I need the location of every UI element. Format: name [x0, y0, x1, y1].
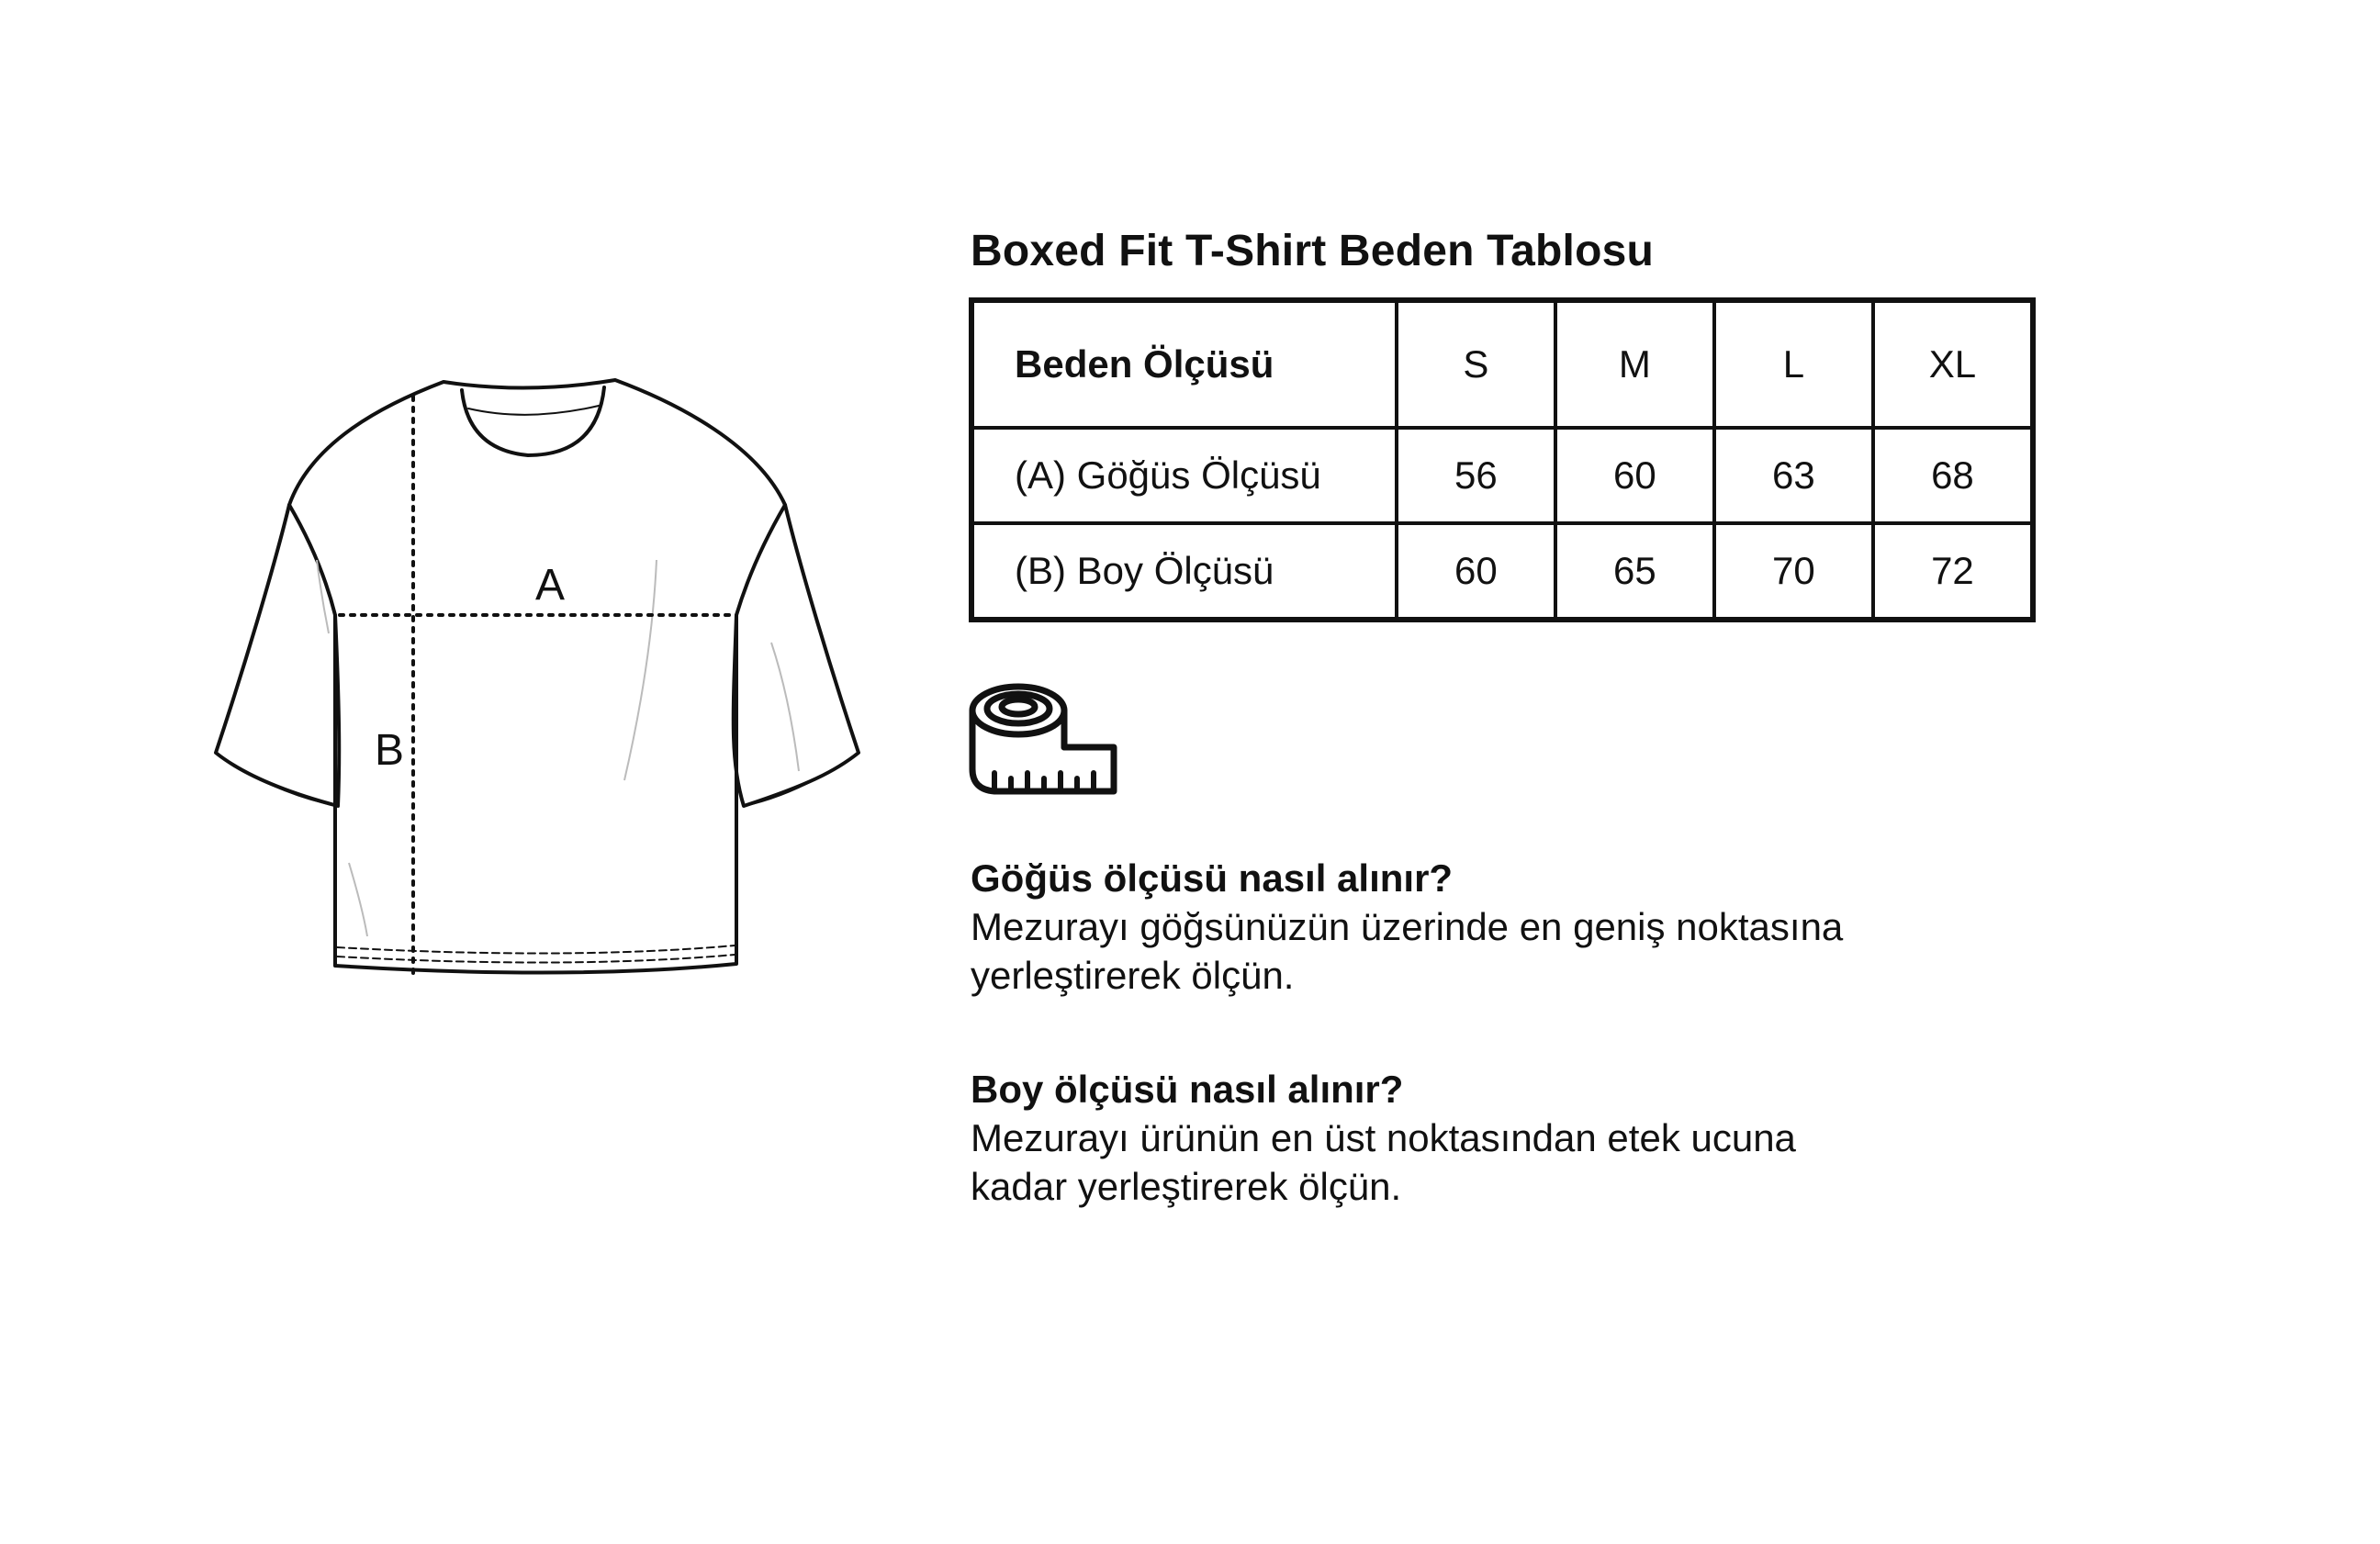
length-m-cell: 65	[1555, 523, 1714, 620]
size-xl-header: XL	[1873, 300, 2033, 428]
size-l-header: L	[1714, 300, 1873, 428]
measure-label-b: B	[375, 726, 405, 775]
chest-m-cell: 60	[1555, 428, 1714, 523]
row-label-length: (B) Boy Ölçüsü	[971, 523, 1397, 620]
shirt-body-outline	[216, 380, 859, 973]
right-cuff	[744, 755, 856, 806]
tshirt-diagram	[202, 367, 881, 1010]
fold-line-1	[624, 560, 657, 780]
page-title: Boxed Fit T-Shirt Beden Tablosu	[971, 227, 1655, 275]
size-m-header: M	[1555, 300, 1714, 428]
table-row	[971, 523, 2033, 620]
collar-inner	[462, 387, 604, 455]
collar-band	[468, 406, 599, 415]
chest-help-answer-line2: yerleştirerek ölçün.	[971, 954, 1295, 997]
hem-stitch-1	[337, 945, 735, 954]
chest-l-cell: 63	[1714, 428, 1873, 523]
size-s-header: S	[1397, 300, 1555, 428]
chest-xl-cell: 68	[1873, 428, 2033, 523]
table-row	[971, 428, 2033, 523]
fold-line-3	[349, 863, 367, 936]
row-label-chest: (A) Göğüs Ölçüsü	[971, 428, 1397, 523]
chest-help-question: Göğüs ölçüsü nasıl alınır?	[971, 856, 1454, 900]
length-help-answer-line1: Mezurayı ürünün en üst noktasından etek ucuna	[971, 1116, 1796, 1159]
length-s-cell: 60	[1397, 523, 1555, 620]
tshirt-outline-icon	[202, 367, 881, 1010]
length-l-cell: 70	[1714, 523, 1873, 620]
table-header-row	[971, 300, 2033, 428]
measuring-tape-icon	[967, 677, 1123, 806]
chest-s-cell: 56	[1397, 428, 1555, 523]
right-sleeve-seam	[736, 505, 785, 615]
length-help-answer-line2: kadar yerleştirerek ölçün.	[971, 1165, 1402, 1208]
measure-label-a: A	[535, 561, 566, 610]
length-help-question: Boy ölçüsü nasıl alınır?	[971, 1068, 1404, 1111]
size-table	[969, 297, 2036, 622]
header-label-cell: Beden Ölçüsü	[971, 300, 1397, 428]
chest-help-answer-line1: Mezurayı göğsünüzün üzerinde en geniş noktasına	[971, 905, 1844, 948]
chest-help	[971, 854, 1981, 1000]
fold-line-2	[771, 643, 799, 771]
length-xl-cell: 72	[1873, 523, 2033, 620]
hem-stitch-2	[337, 955, 735, 963]
left-sleeve-seam	[289, 505, 335, 615]
length-help	[971, 1065, 1981, 1211]
left-cuff	[219, 755, 338, 806]
